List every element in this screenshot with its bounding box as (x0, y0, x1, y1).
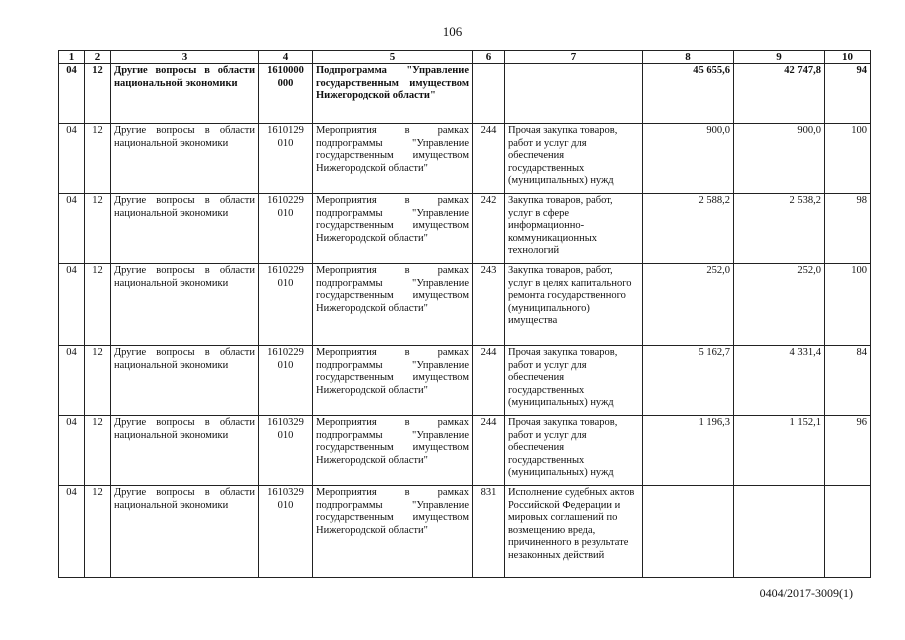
cell-section-name: Другие вопросы в области национальной экономики (111, 124, 259, 194)
document-code: 0404/2017-3009(1) (759, 586, 853, 600)
cell-expense-name (505, 64, 643, 124)
cell-expense-type: 243 (473, 264, 505, 346)
cell-expense-name: Закупка товаров, работ, услуг в целях капитального ремонта государственного (муниципального) имущества (505, 264, 643, 346)
cell-executed: 42 747,8 (734, 64, 825, 124)
cell-section: 04 (59, 194, 85, 264)
cell-executed: 1 152,1 (734, 416, 825, 486)
cell-section: 04 (59, 64, 85, 124)
cell-planned: 45 655,6 (643, 64, 734, 124)
cell-section-name: Другие вопросы в области национальной экономики (111, 346, 259, 416)
cell-program-name: Подпрограмма "Управление государственным имуществом Нижегородской области" (313, 64, 473, 124)
cell-expense-type: 244 (473, 416, 505, 486)
cell-section: 04 (59, 416, 85, 486)
cell-expense-name: Прочая закупка товаров, работ и услуг для обеспечения государственных (муниципальных) нужд (505, 416, 643, 486)
cell-program-name: Мероприятия в рамках подпрограммы "Управление государственным имуществом Нижегородской области" (313, 124, 473, 194)
table-row (59, 64, 871, 124)
cell-section-name: Другие вопросы в области национальной экономики (111, 194, 259, 264)
cell-expense-name: Исполнение судебных актов Российской Федерации и мировых соглашений по возмещению вреда, причиненного в результате незаконных действий (505, 486, 643, 578)
cell-section: 04 (59, 124, 85, 194)
column-header: 4 (259, 51, 313, 64)
cell-executed: 4 331,4 (734, 346, 825, 416)
cell-subsection: 12 (85, 194, 111, 264)
header-row (59, 51, 871, 64)
cell-percent: 96 (825, 416, 871, 486)
column-header: 6 (473, 51, 505, 64)
cell-planned: 900,0 (643, 124, 734, 194)
cell-target-code: 1610000 000 (259, 64, 313, 124)
cell-subsection: 12 (85, 416, 111, 486)
cell-target-code: 1610329 010 (259, 486, 313, 578)
cell-section-name: Другие вопросы в области национальной экономики (111, 416, 259, 486)
column-header: 8 (643, 51, 734, 64)
column-header: 3 (111, 51, 259, 64)
cell-executed: 252,0 (734, 264, 825, 346)
table-row (59, 346, 871, 416)
column-header: 9 (734, 51, 825, 64)
cell-percent: 84 (825, 346, 871, 416)
cell-percent: 100 (825, 124, 871, 194)
cell-section-name: Другие вопросы в области национальной экономики (111, 64, 259, 124)
cell-subsection: 12 (85, 124, 111, 194)
cell-target-code: 1610329 010 (259, 416, 313, 486)
column-header: 10 (825, 51, 871, 64)
cell-planned: 252,0 (643, 264, 734, 346)
cell-program-name: Мероприятия в рамках подпрограммы "Управление государственным имуществом Нижегородской области" (313, 486, 473, 578)
cell-subsection: 12 (85, 486, 111, 578)
table-row (59, 194, 871, 264)
table-row (59, 486, 871, 578)
column-header: 5 (313, 51, 473, 64)
cell-program-name: Мероприятия в рамках подпрограммы "Управление государственным имуществом Нижегородской области" (313, 346, 473, 416)
budget-table (58, 50, 871, 578)
cell-section: 04 (59, 264, 85, 346)
cell-subsection: 12 (85, 64, 111, 124)
cell-target-code: 1610229 010 (259, 264, 313, 346)
cell-planned (643, 486, 734, 578)
cell-planned: 1 196,3 (643, 416, 734, 486)
cell-program-name: Мероприятия в рамках подпрограммы "Управление государственным имуществом Нижегородской области" (313, 264, 473, 346)
cell-executed: 2 538,2 (734, 194, 825, 264)
cell-subsection: 12 (85, 264, 111, 346)
cell-percent (825, 486, 871, 578)
cell-expense-type: 831 (473, 486, 505, 578)
cell-section: 04 (59, 346, 85, 416)
column-header: 1 (59, 51, 85, 64)
cell-section-name: Другие вопросы в области национальной экономики (111, 264, 259, 346)
cell-percent: 100 (825, 264, 871, 346)
cell-expense-type: 244 (473, 346, 505, 416)
cell-section: 04 (59, 486, 85, 578)
table-row (59, 124, 871, 194)
cell-expense-name: Прочая закупка товаров, работ и услуг для обеспечения государственных (муниципальных) нужд (505, 346, 643, 416)
cell-expense-type (473, 64, 505, 124)
cell-planned: 5 162,7 (643, 346, 734, 416)
cell-subsection: 12 (85, 346, 111, 416)
cell-executed: 900,0 (734, 124, 825, 194)
column-header: 2 (85, 51, 111, 64)
cell-percent: 94 (825, 64, 871, 124)
table-body (59, 64, 871, 578)
cell-expense-type: 244 (473, 124, 505, 194)
cell-percent: 98 (825, 194, 871, 264)
table-row (59, 416, 871, 486)
column-header: 7 (505, 51, 643, 64)
cell-program-name: Мероприятия в рамках подпрограммы "Управление государственным имуществом Нижегородской области" (313, 416, 473, 486)
cell-program-name: Мероприятия в рамках подпрограммы "Управление государственным имуществом Нижегородской области" (313, 194, 473, 264)
page-number: 106 (442, 24, 463, 39)
cell-target-code: 1610229 010 (259, 194, 313, 264)
cell-executed (734, 486, 825, 578)
cell-expense-type: 242 (473, 194, 505, 264)
cell-section-name: Другие вопросы в области национальной экономики (111, 486, 259, 578)
cell-expense-name: Прочая закупка товаров, работ и услуг для обеспечения государственных (муниципальных) нужд (505, 124, 643, 194)
cell-target-code: 1610229 010 (259, 346, 313, 416)
cell-planned: 2 588,2 (643, 194, 734, 264)
cell-target-code: 1610129 010 (259, 124, 313, 194)
cell-expense-name: Закупка товаров, работ, услуг в сфере информационно-коммуникационных технологий (505, 194, 643, 264)
table-row (59, 264, 871, 346)
